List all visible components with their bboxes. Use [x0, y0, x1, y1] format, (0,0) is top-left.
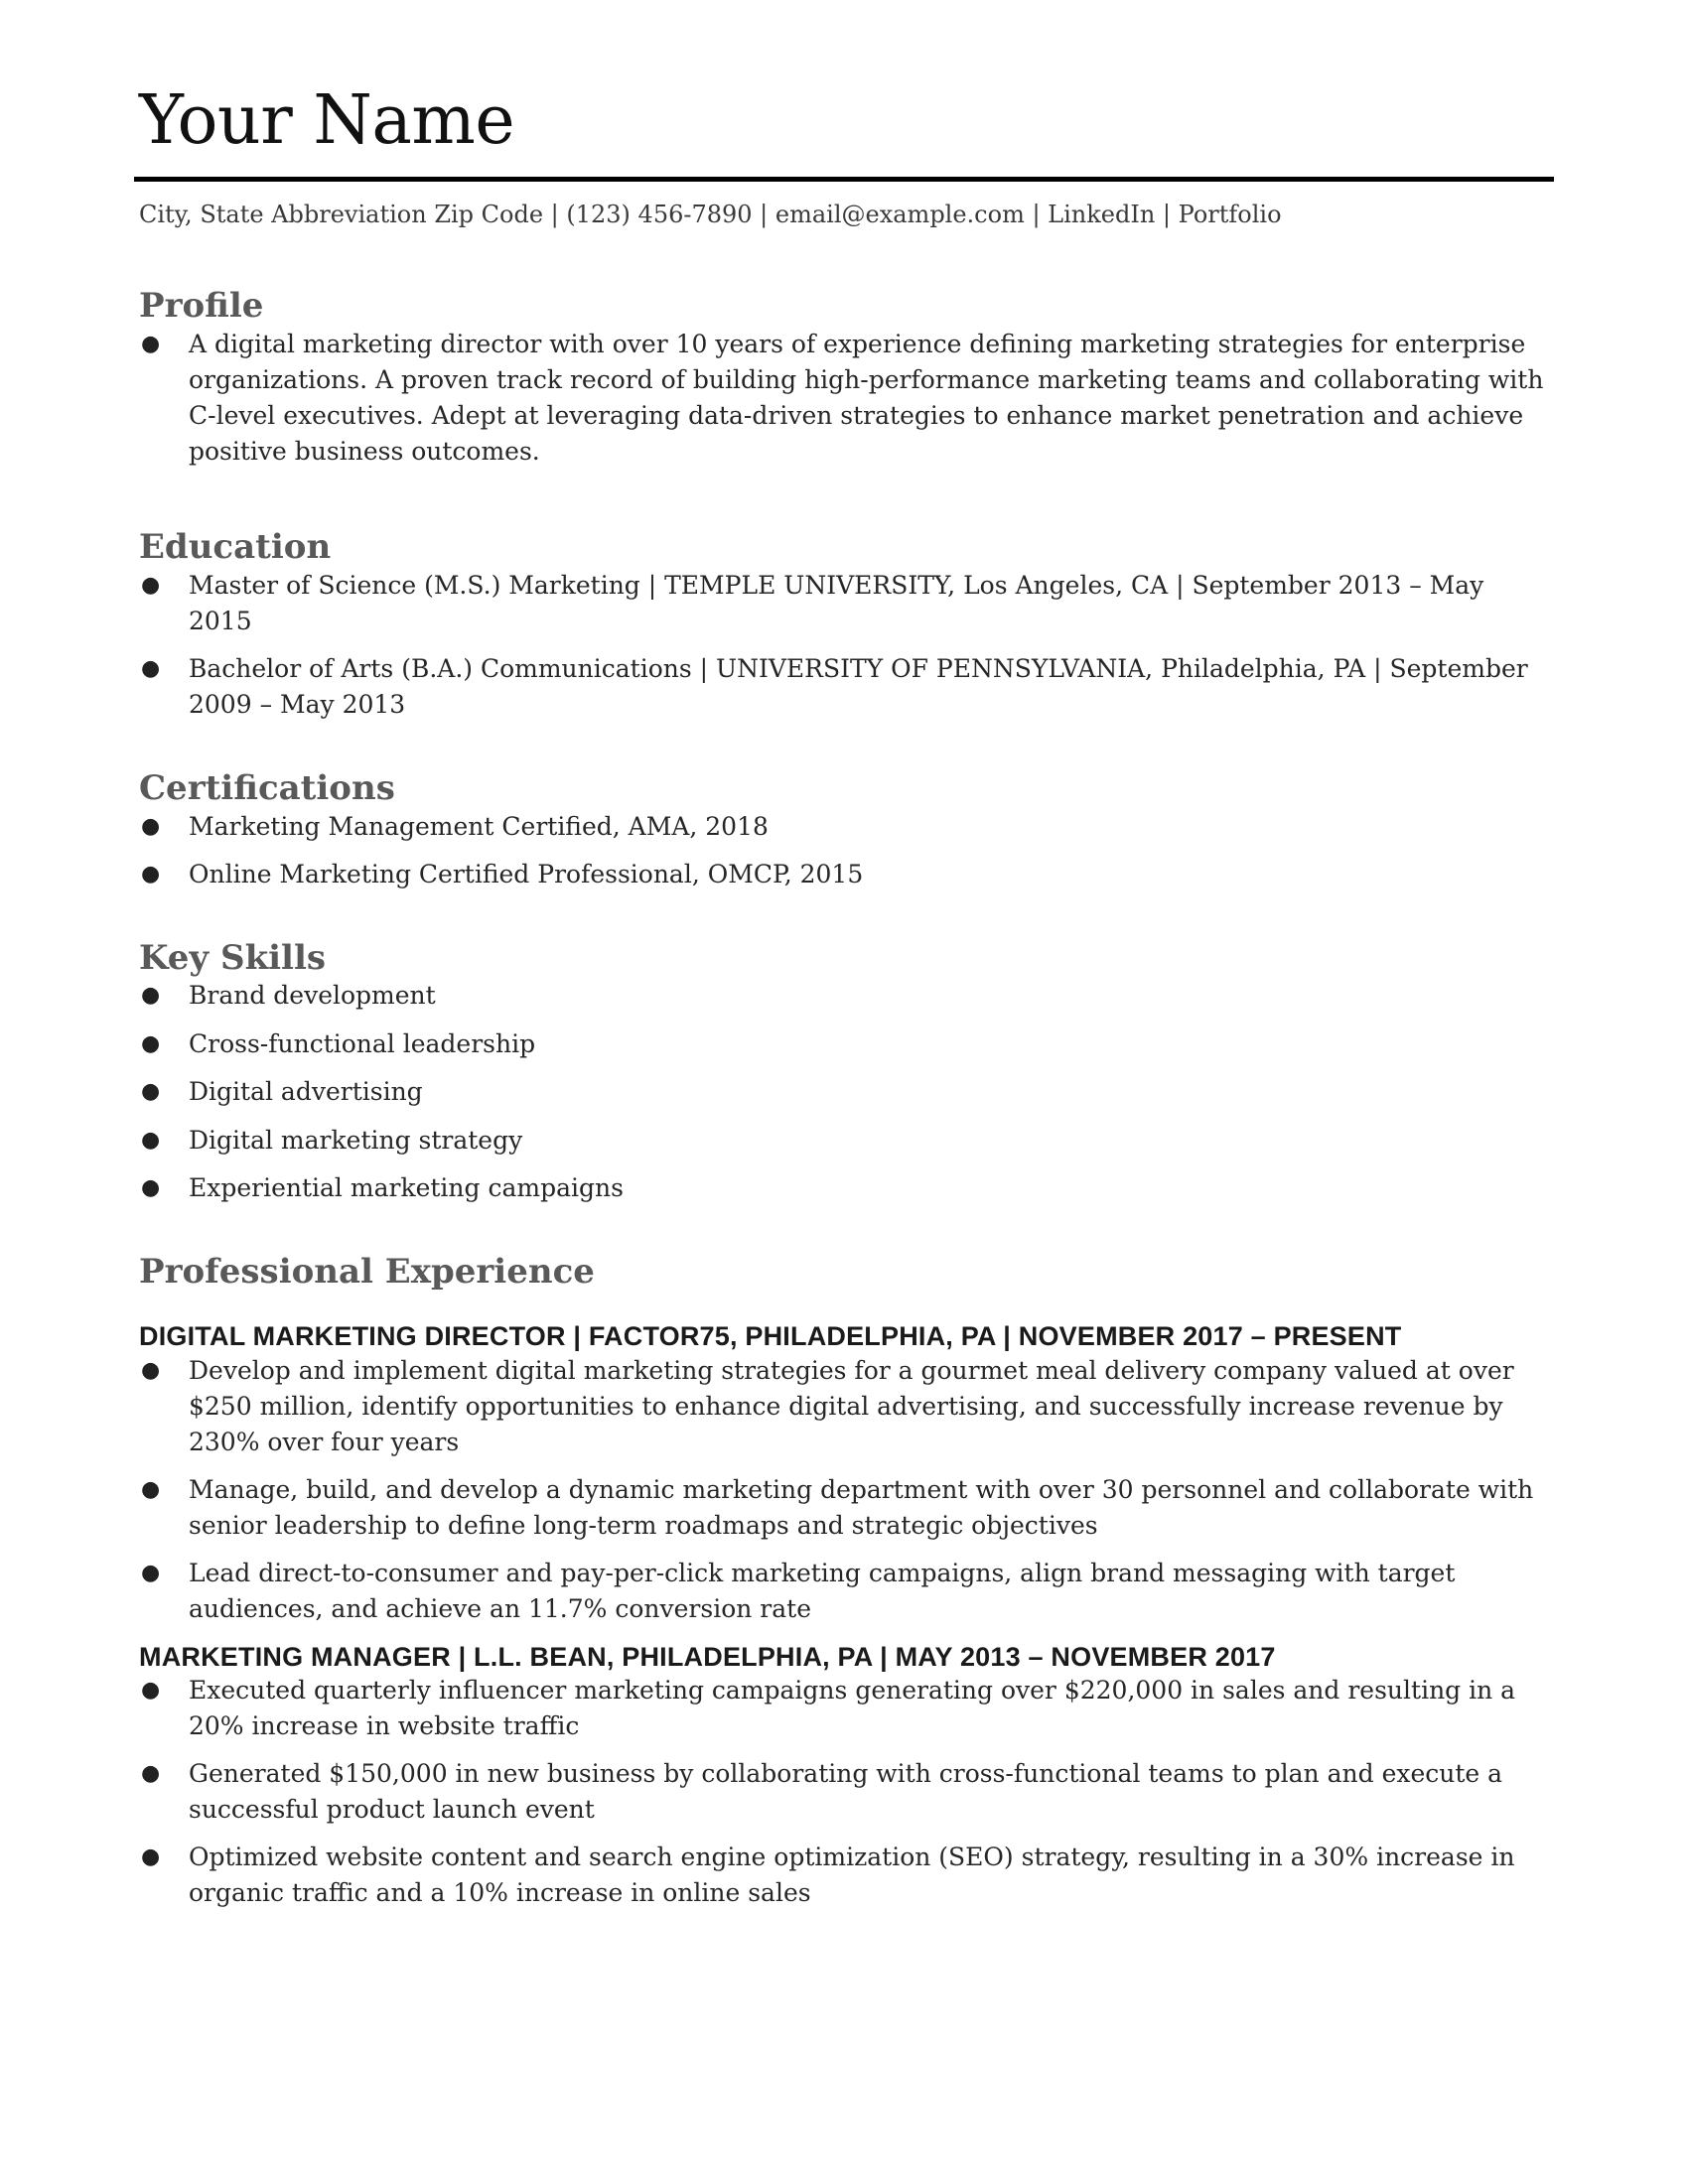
list-item: ● Generated $150,000 in new business by collaborating with cross-functional teams to plan and execute a successful product launch event	[139, 1756, 1549, 1828]
bullet-icon: ●	[141, 1760, 161, 1786]
job-entry	[139, 1641, 1549, 1911]
list-item: ● Cross-functional leadership	[139, 1026, 1549, 1062]
bullet-icon: ●	[141, 1175, 161, 1201]
bullet-icon: ●	[141, 1079, 161, 1105]
education-section	[139, 527, 1549, 723]
list-item: ● Marketing Management Certified, AMA, 2018	[139, 809, 1549, 845]
education-list	[139, 568, 1549, 723]
profile-heading: Profile	[139, 286, 264, 327]
list-item: ● Experiential marketing campaigns	[139, 1170, 1549, 1206]
job-bullets	[139, 1673, 1549, 1911]
job-title: DIGITAL MARKETING DIRECTOR | FACTOR75, PHILADELPHIA, PA | NOVEMBER 2017 – PRESENT	[139, 1321, 1402, 1352]
bullet-icon: ●	[141, 1127, 161, 1153]
list-item: ● Digital marketing strategy	[139, 1123, 1549, 1159]
list-item: ● Digital advertising	[139, 1074, 1549, 1110]
list-item: ● Develop and implement digital marketing strategies for a gourmet meal delivery company valued at over $250 million, identify opportunities to enhance digital advertising, and successfully increase revenue by 230% over four years	[139, 1353, 1549, 1460]
bullet-icon: ●	[141, 1677, 161, 1703]
list-item: ● Executed quarterly influencer marketing campaigns generating over $220,000 in sales and resulting in a 20% increase in website traffic	[139, 1673, 1549, 1744]
bullet-icon: ●	[141, 1030, 161, 1056]
bullet-icon: ●	[141, 1560, 161, 1585]
skills-section	[139, 938, 1549, 1207]
bullet-icon: ●	[141, 983, 161, 1009]
bullet-icon: ●	[141, 1357, 161, 1383]
profile-section	[139, 286, 1549, 470]
job-bullets	[139, 1353, 1549, 1627]
certifications-heading: Certifications	[139, 767, 395, 808]
bullet-icon: ●	[141, 655, 161, 681]
list-item: ● Master of Science (M.S.) Marketing | TEMPLE UNIVERSITY, Los Angeles, CA | September 2013 – May 2015	[139, 568, 1549, 639]
list-item: ● Brand development	[139, 978, 1549, 1014]
experience-heading: Professional Experience	[139, 1252, 595, 1293]
job-title: MARKETING MANAGER | L.L. BEAN, PHILADELPHIA, PA | MAY 2013 – NOVEMBER 2017	[139, 1641, 1276, 1672]
resume-page	[139, 81, 1549, 1923]
list-item: ● Bachelor of Arts (B.A.) Communications | UNIVERSITY OF PENNSYLVANIA, Philadelphia, PA | September 2009 – May 2013	[139, 651, 1549, 723]
certifications-section	[139, 768, 1549, 892]
certifications-list	[139, 809, 1549, 892]
education-heading: Education	[139, 526, 332, 567]
header-divider	[134, 177, 1554, 182]
bullet-icon: ●	[141, 1476, 161, 1502]
bullet-icon: ●	[141, 572, 161, 598]
list-item: ● Lead direct-to-consumer and pay-per-click marketing campaigns, align brand messaging with target audiences, and achieve an 11.7% conversion rate	[139, 1556, 1549, 1627]
list-item: ● Online Marketing Certified Professional, OMCP, 2015	[139, 857, 1549, 892]
profile-list	[139, 327, 1549, 470]
bullet-icon: ●	[141, 861, 161, 887]
experience-section	[139, 1252, 1549, 1911]
resume-name: Your Name	[139, 81, 515, 160]
skills-heading: Key Skills	[139, 937, 327, 978]
bullet-icon: ●	[141, 813, 161, 839]
job-entry	[139, 1320, 1549, 1626]
bullet-icon: ●	[141, 331, 161, 356]
skills-list	[139, 978, 1549, 1206]
bullet-icon: ●	[141, 1843, 161, 1869]
contact-line: City, State Abbreviation Zip Code | (123) 456-7890 | email@example.com | LinkedIn | Portfolio	[139, 201, 1282, 228]
list-item: ● Optimized website content and search engine optimization (SEO) strategy, resulting in a 30% increase in organic traffic and a 10% increase in online sales	[139, 1840, 1549, 1911]
list-item: ● Manage, build, and develop a dynamic marketing department with over 30 personnel and collaborate with senior leadership to define long-term roadmaps and strategic objectives	[139, 1472, 1549, 1544]
list-item: ● A digital marketing director with over 10 years of experience defining marketing strategies for enterprise organizations. A proven track record of building high-performance marketing teams and collaborating with C-level executives. Adept at leveraging data-driven strategies to enhance market penetration and achieve positive business outcomes.	[139, 327, 1549, 470]
